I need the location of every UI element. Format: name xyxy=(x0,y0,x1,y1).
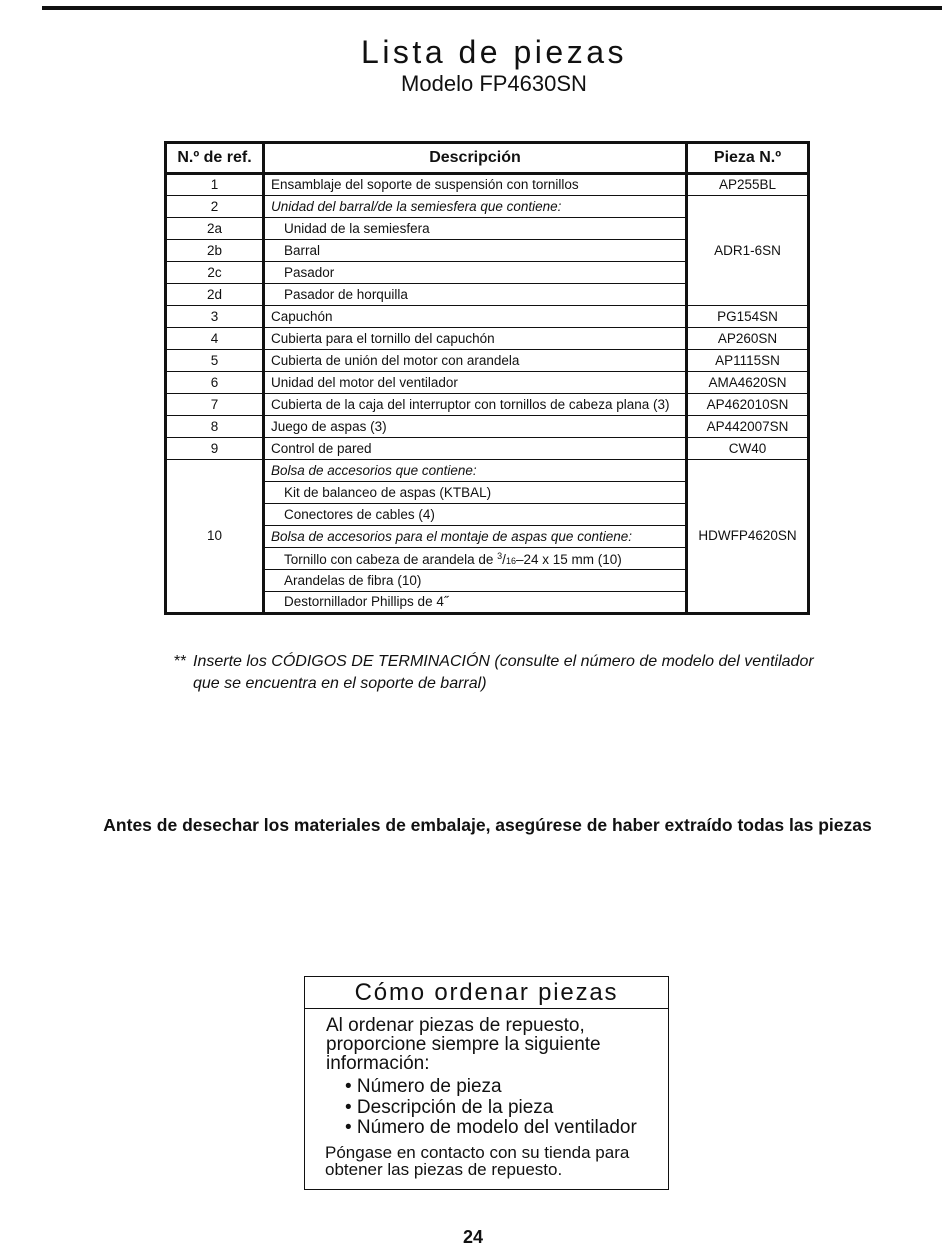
list-item: • Descripción de la pieza xyxy=(345,1096,554,1118)
ordering-box-title: Cómo ordenar piezas xyxy=(305,977,668,1009)
description-cell: Cubierta para el tornillo del capuchón xyxy=(264,328,687,350)
ref-cell: 8 xyxy=(166,416,264,438)
ref-cell: 6 xyxy=(166,372,264,394)
ref-cell: 7 xyxy=(166,394,264,416)
header-part: Pieza N.º xyxy=(687,143,809,174)
table-row xyxy=(166,328,809,350)
part-number-cell: HDWFP4620SN xyxy=(687,460,809,614)
part-number-cell: AP462010SN xyxy=(687,394,809,416)
description-cell: Destornillador Phillips de 4˝ xyxy=(264,592,687,614)
part-number-cell: PG154SN xyxy=(687,306,809,328)
ordering-bullet-list xyxy=(345,1077,668,1139)
ref-cell: 2a xyxy=(166,218,264,240)
part-number-cell: AMA4620SN xyxy=(687,372,809,394)
description-text: Tornillo con cabeza de arandela de xyxy=(284,552,498,567)
description-cell: Unidad de la semiesfera xyxy=(264,218,687,240)
table-row xyxy=(166,372,809,394)
part-number-cell: AP255BL xyxy=(687,174,809,196)
part-number-cell: ADR1-6SN xyxy=(687,196,809,306)
description-cell: Ensamblaje del soporte de suspensión con tornillos xyxy=(264,174,687,196)
description-cell: Cubierta de la caja del interruptor con tornillos de cabeza plana (3) xyxy=(264,394,687,416)
ref-cell: 1 xyxy=(166,174,264,196)
description-cell: Unidad del motor del ventilador xyxy=(264,372,687,394)
ordering-outro: Póngase en contacto con su tienda para obtener las piezas de repuesto. xyxy=(325,1142,630,1179)
description-cell: Barral xyxy=(264,240,687,262)
ref-cell: 2d xyxy=(166,284,264,306)
ref-cell: 9 xyxy=(166,438,264,460)
table-row xyxy=(166,306,809,328)
top-rule xyxy=(42,6,942,10)
description-cell xyxy=(264,548,687,570)
table-row xyxy=(166,394,809,416)
fraction-separator: / xyxy=(502,552,506,567)
part-number-cell: AP260SN xyxy=(687,328,809,350)
table-row xyxy=(166,438,809,460)
ref-cell: 10 xyxy=(166,460,264,614)
table-header-row xyxy=(166,143,809,174)
table-row xyxy=(166,350,809,372)
header-ref: N.º de ref. xyxy=(166,143,264,174)
list-item: • Número de pieza xyxy=(345,1076,502,1097)
ordering-info-box xyxy=(304,976,669,1190)
fraction-denominator: 16 xyxy=(505,556,516,566)
ref-cell: 2 xyxy=(166,196,264,218)
description-cell: Pasador xyxy=(264,262,687,284)
ref-cell: 5 xyxy=(166,350,264,372)
table-row xyxy=(166,460,809,482)
table-row xyxy=(166,416,809,438)
parts-table xyxy=(164,141,810,615)
description-cell: Pasador de horquilla xyxy=(264,284,687,306)
footnote-marker: ** xyxy=(174,653,187,670)
model-subtitle: Modelo FP4630SN xyxy=(401,71,587,96)
description-cell: Capuchón xyxy=(264,306,687,328)
description-cell: Control de pared xyxy=(264,438,687,460)
list-item: • Número de modelo del ventilador xyxy=(345,1117,637,1138)
description-cell: Unidad del barral/de la semiesfera que contiene: xyxy=(264,196,687,218)
description-text-end: –24 x 15 mm (10) xyxy=(515,552,622,567)
ref-cell: 3 xyxy=(166,306,264,328)
description-cell: Juego de aspas (3) xyxy=(264,416,687,438)
page-number: 24 xyxy=(462,1227,484,1247)
ref-cell: 2b xyxy=(166,240,264,262)
packaging-warning: Antes de desechar los materiales de embalaje, asegúrese de haber extraído todas las piezas xyxy=(103,815,872,835)
footnote xyxy=(174,651,814,695)
ref-cell: 4 xyxy=(166,328,264,350)
table-row xyxy=(166,196,809,218)
description-cell: Conectores de cables (4) xyxy=(264,504,687,526)
part-number-cell: AP1115SN xyxy=(687,350,809,372)
description-cell: Bolsa de accesorios para el montaje de aspas que contiene: xyxy=(264,526,687,548)
part-number-cell: CW40 xyxy=(687,438,809,460)
table-row xyxy=(166,174,809,196)
description-cell: Cubierta de unión del motor con arandela xyxy=(264,350,687,372)
page-title: Lista de piezas xyxy=(361,34,627,70)
ref-cell: 2c xyxy=(166,262,264,284)
part-number-cell: AP442007SN xyxy=(687,416,809,438)
description-cell: Kit de balanceo de aspas (KTBAL) xyxy=(264,482,687,504)
fraction-numerator: 3 xyxy=(497,551,503,561)
description-cell: Bolsa de accesorios que contiene: xyxy=(264,460,687,482)
ordering-intro: Al ordenar piezas de repuesto, proporcione siempre la siguiente información: xyxy=(326,1015,601,1074)
description-cell: Arandelas de fibra (10) xyxy=(264,570,687,592)
footnote-text: Inserte los CÓDIGOS DE TERMINACIÓN (consulte el número de modelo del ventilador que se encuentra en el soporte de barral) xyxy=(193,653,814,692)
header-description: Descripción xyxy=(264,143,687,174)
